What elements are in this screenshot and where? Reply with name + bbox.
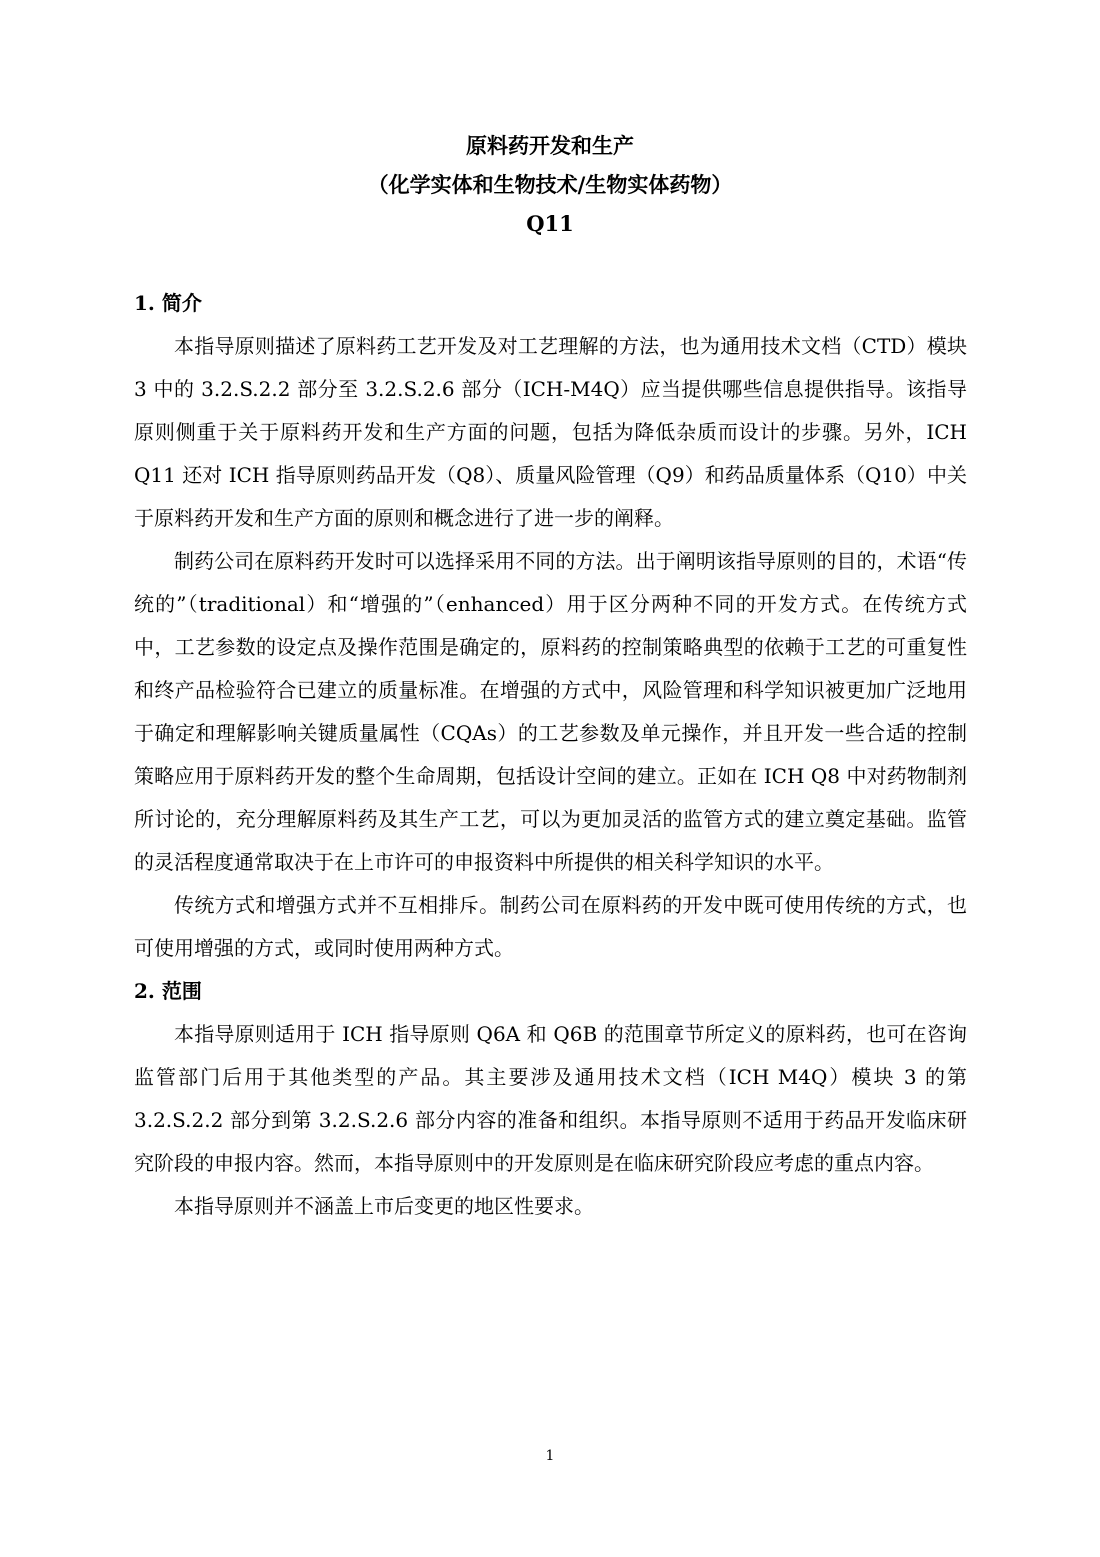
paragraph: 本指导原则描述了原料药工艺开发及对工艺理解的方法，也为通用技术文档（CTD）模块 3 中的 3.2.S.2.2 部分至 3.2.S.2.6 部分（ICH-M4Q）应当提供哪些信息提供指导。该指导原则侧重于关于原料药开发和生产方面的问题，包括为降低杂质而设计的步骤。另外，ICH Q11 还对 ICH 指导原则药品开发（Q8）、质量风险管理（Q9）和药品质量体系（Q10）中关于原料药开发和生产方面的原则和概念进行了进一步的阐释。 <box>134 334 967 530</box>
section-heading-scope: 2. 范围 <box>134 979 202 1003</box>
paragraph: 本指导原则适用于 ICH 指导原则 Q6A 和 Q6B 的范围章节所定义的原料药，也可在咨询监管部门后用于其他类型的产品。其主要涉及通用技术文档（ICH M4Q）模块 3 的第 3.2.S.2.2 部分到第 3.2.S.2.6 部分内容的准备和组织。本指导原则不适用于药品开发临床研究阶段的申报内容。然而，本指导原则中的开发原则是在临床研究阶段应考虑的重点内容。 <box>134 1022 967 1175</box>
document-title-block <box>0 126 1100 243</box>
document-body <box>134 282 967 1228</box>
paragraph: 制药公司在原料药开发时可以选择采用不同的方法。出于阐明该指导原则的目的，术语“传统的”（traditional）和“增强的”（enhanced）用于区分两种不同的开发方式。在传统方式中，工艺参数的设定点及操作范围是确定的，原料药的控制策略典型的依赖于工艺的可重复性和终产品检验符合已建立的质量标准。在增强的方式中，风险管理和科学知识被更加广泛地用于确定和理解影响关键质量属性（CQAs）的工艺参数及单元操作，并且开发一些合适的控制策略应用于原料药开发的整个生命周期，包括设计空间的建立。正如在 ICH Q8 中对药物制剂所讨论的，充分理解原料药及其生产工艺，可以为更加灵活的监管方式的建立奠定基础。监管的灵活程度通常取决于在上市许可的申报资料中所提供的相关科学知识的水平。 <box>134 549 967 874</box>
paragraph: 传统方式和增强方式并不互相排斥。制药公司在原料药的开发中既可使用传统的方式，也可使用增强的方式，或同时使用两种方式。 <box>134 893 967 960</box>
section-heading-introduction: 1. 简介 <box>134 291 202 315</box>
document-code: Q11 <box>526 211 574 236</box>
document-title: 原料药开发和生产 <box>466 133 634 158</box>
document-subtitle: （化学实体和生物技术/生物实体药物） <box>367 172 733 197</box>
page-number: 1 <box>545 1448 555 1464</box>
paragraph: 本指导原则并不涵盖上市后变更的地区性要求。 <box>174 1194 594 1218</box>
